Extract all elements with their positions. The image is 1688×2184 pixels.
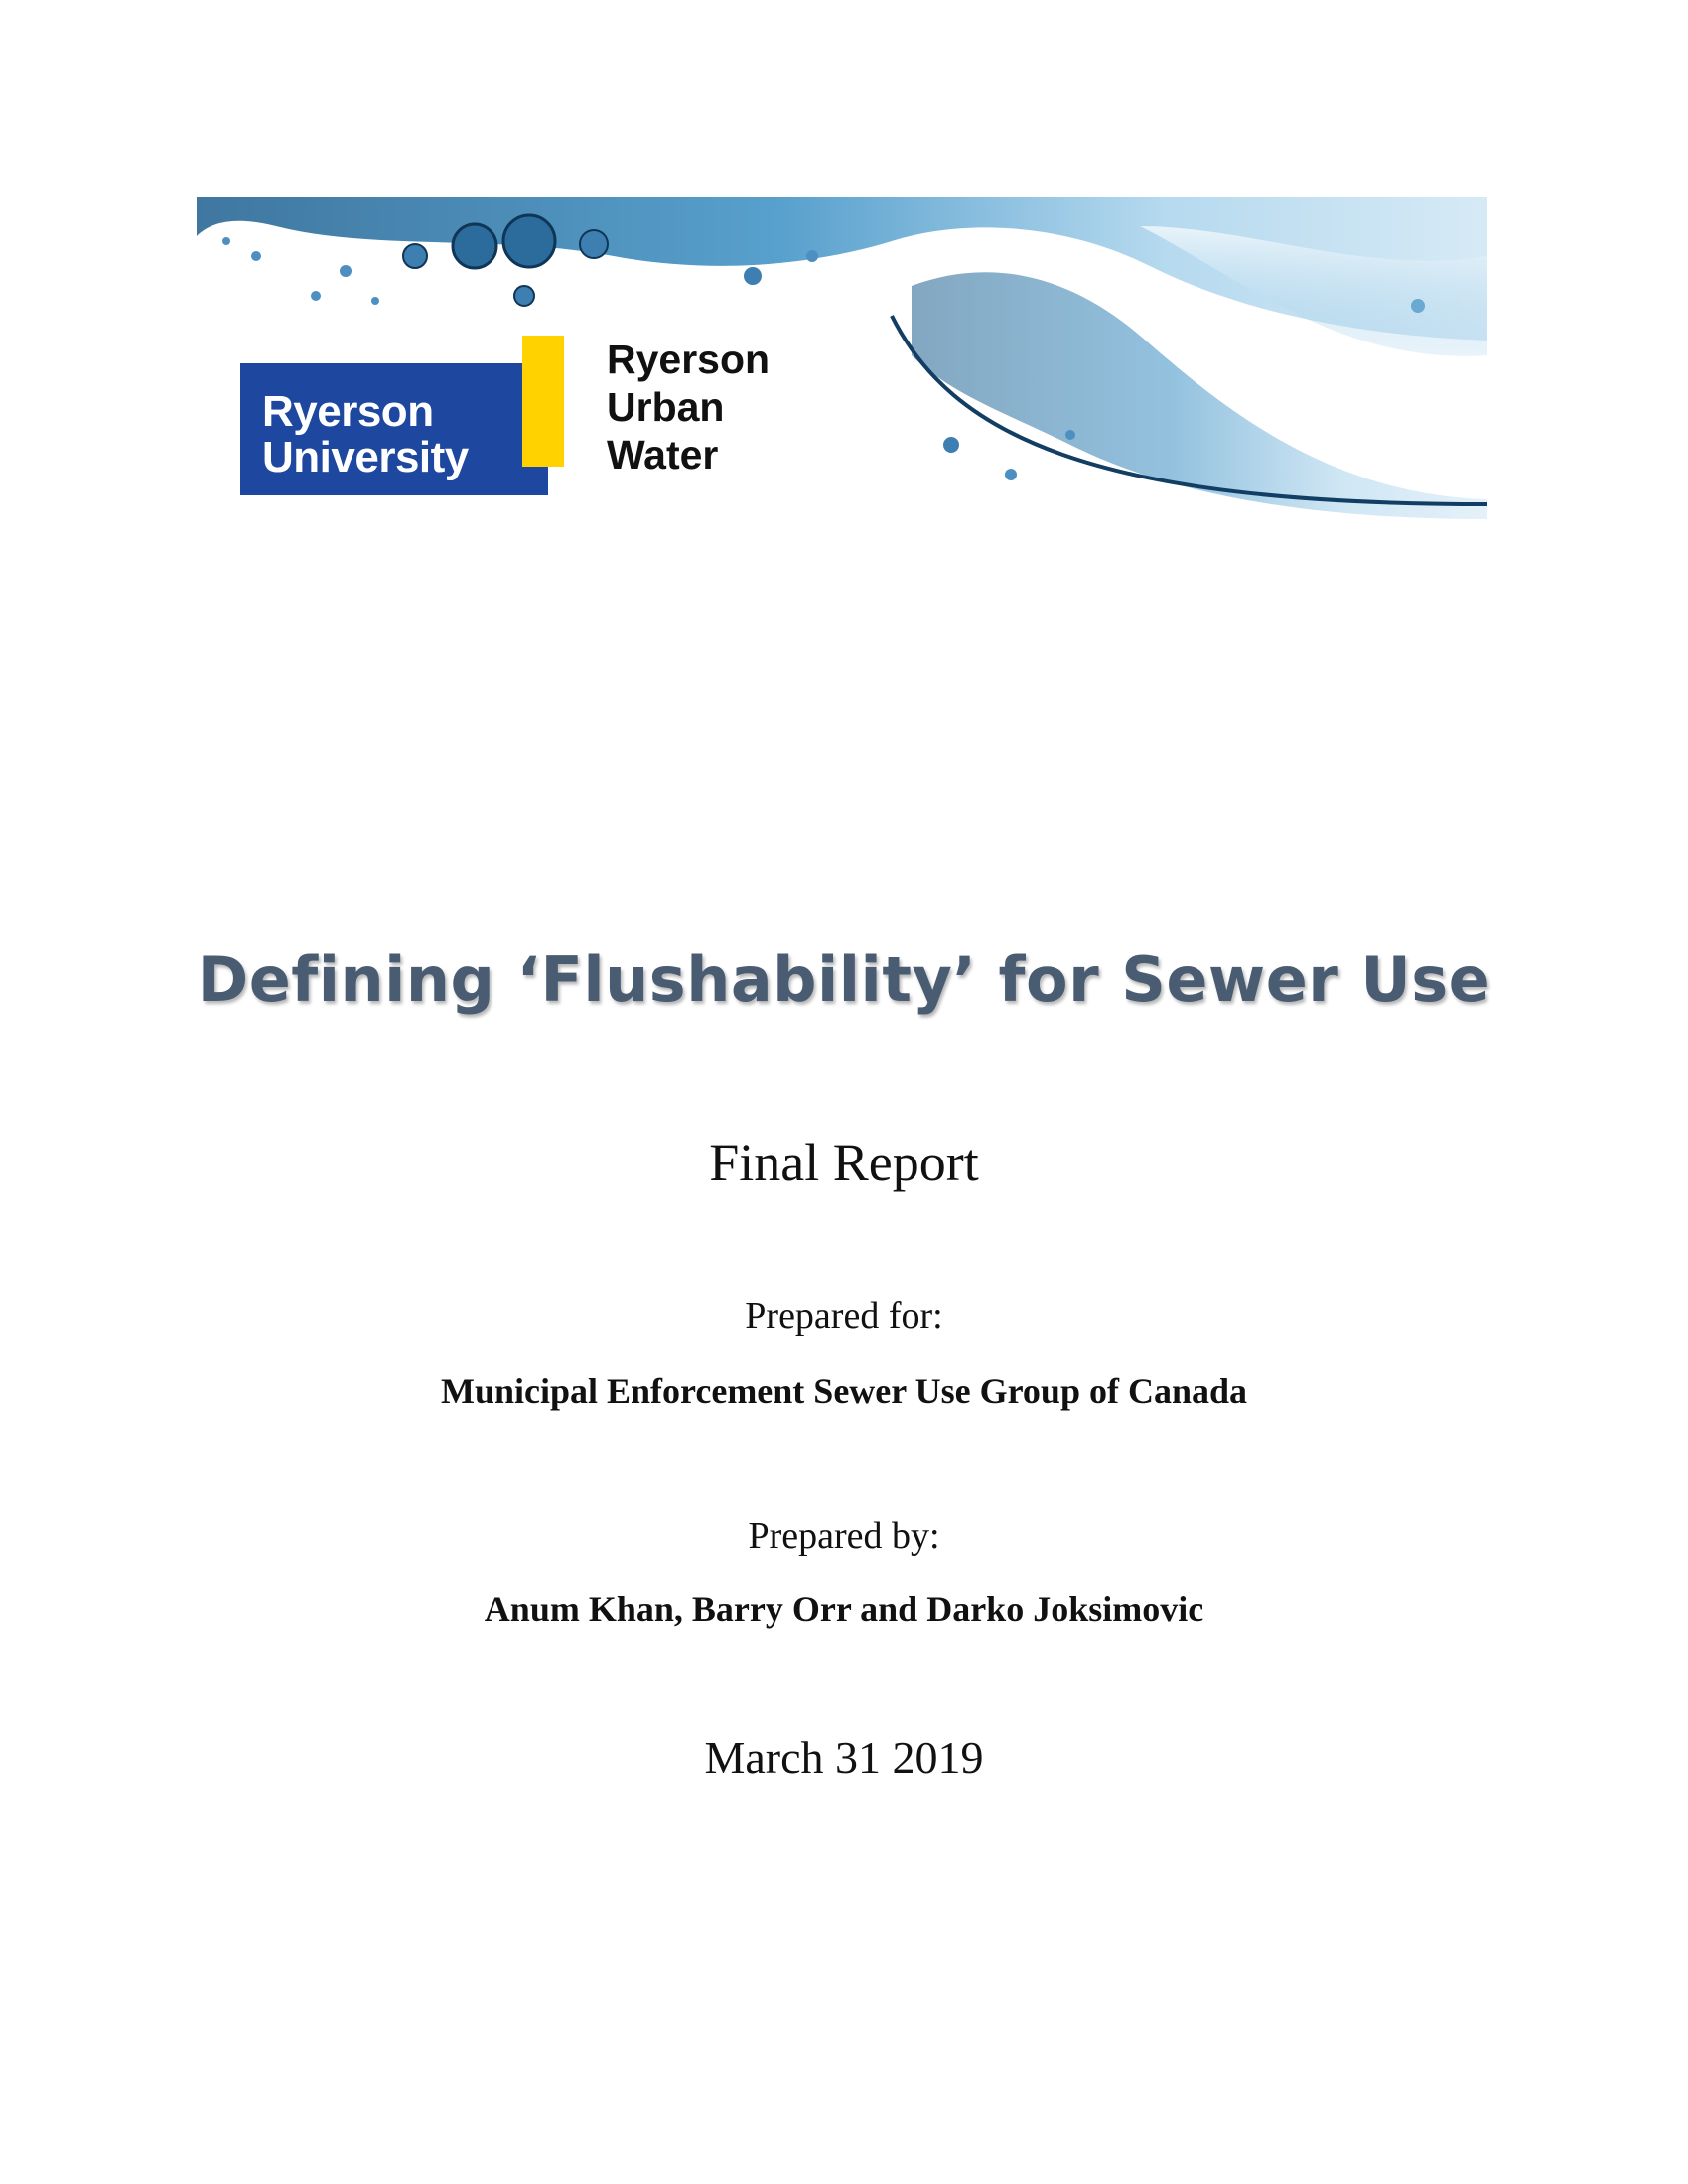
header-banner bbox=[197, 197, 1487, 524]
logo-line: Water bbox=[607, 432, 719, 478]
prepared-by-label: Prepared by: bbox=[748, 1515, 940, 1557]
document-title: Defining ‘Flushability’ for Sewer Use bbox=[197, 943, 1491, 1016]
logo-yellow-bar bbox=[522, 336, 564, 467]
logo-line: Urban bbox=[607, 384, 725, 430]
logo-line: Ryerson bbox=[607, 337, 771, 382]
ryerson-urban-water-logo bbox=[607, 336, 770, 478]
report-type: Final Report bbox=[709, 1133, 979, 1192]
prepared-by: Anum Khan, Barry Orr and Darko Joksimovic bbox=[484, 1589, 1204, 1629]
logo-line: University bbox=[262, 433, 469, 481]
ryerson-university-logo bbox=[240, 363, 548, 495]
prepared-for-label: Prepared for: bbox=[745, 1296, 943, 1337]
prepared-for: Municipal Enforcement Sewer Use Group of Canada bbox=[440, 1371, 1247, 1411]
report-date: March 31 2019 bbox=[704, 1732, 984, 1783]
logo-line: Ryerson bbox=[262, 387, 434, 436]
